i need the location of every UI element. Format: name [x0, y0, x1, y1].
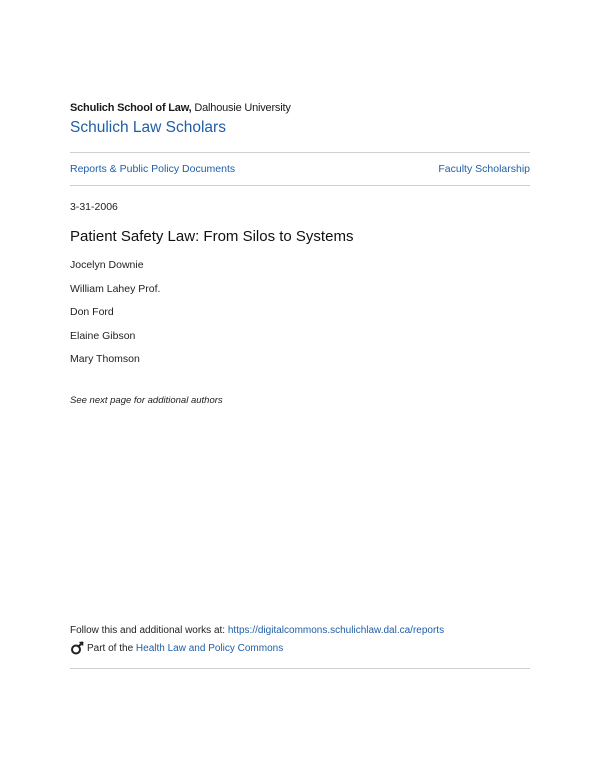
institution-bold: Schulich School of Law,	[70, 102, 192, 114]
top-divider	[70, 152, 530, 153]
author-5: Mary Thomson	[70, 353, 140, 365]
repository-url-link[interactable]: https://digitalcommons.schulichlaw.dal.ca/reports	[227, 625, 445, 636]
institution-name	[70, 102, 291, 114]
bottom-divider	[70, 668, 530, 669]
publication-date: 3-31-2006	[70, 201, 118, 213]
institution-rest: Dalhousie University	[194, 102, 291, 114]
open-access-icon	[70, 641, 84, 655]
paper-title: Patient Safety Law: From Silos to Systems	[70, 228, 354, 245]
see-next-page-note: See next page for additional authors	[70, 395, 223, 406]
author-3: Don Ford	[70, 306, 114, 318]
author-2: William Lahey Prof.	[70, 283, 161, 295]
health-law-commons-link[interactable]: Health Law and Policy Commons	[135, 642, 284, 654]
faculty-scholarship-link[interactable]: Faculty Scholarship	[438, 163, 530, 175]
author-4: Elaine Gibson	[70, 330, 136, 342]
follow-text: Follow this and additional works at:	[70, 625, 226, 636]
repository-title[interactable]: Schulich Law Scholars	[70, 119, 226, 136]
nav-divider	[70, 185, 530, 186]
reports-link[interactable]: Reports & Public Policy Documents	[70, 163, 236, 175]
follow-line	[70, 625, 444, 636]
part-of-text: Part of the	[87, 642, 134, 654]
part-of-line	[70, 641, 283, 655]
author-1: Jocelyn Downie	[70, 259, 144, 271]
